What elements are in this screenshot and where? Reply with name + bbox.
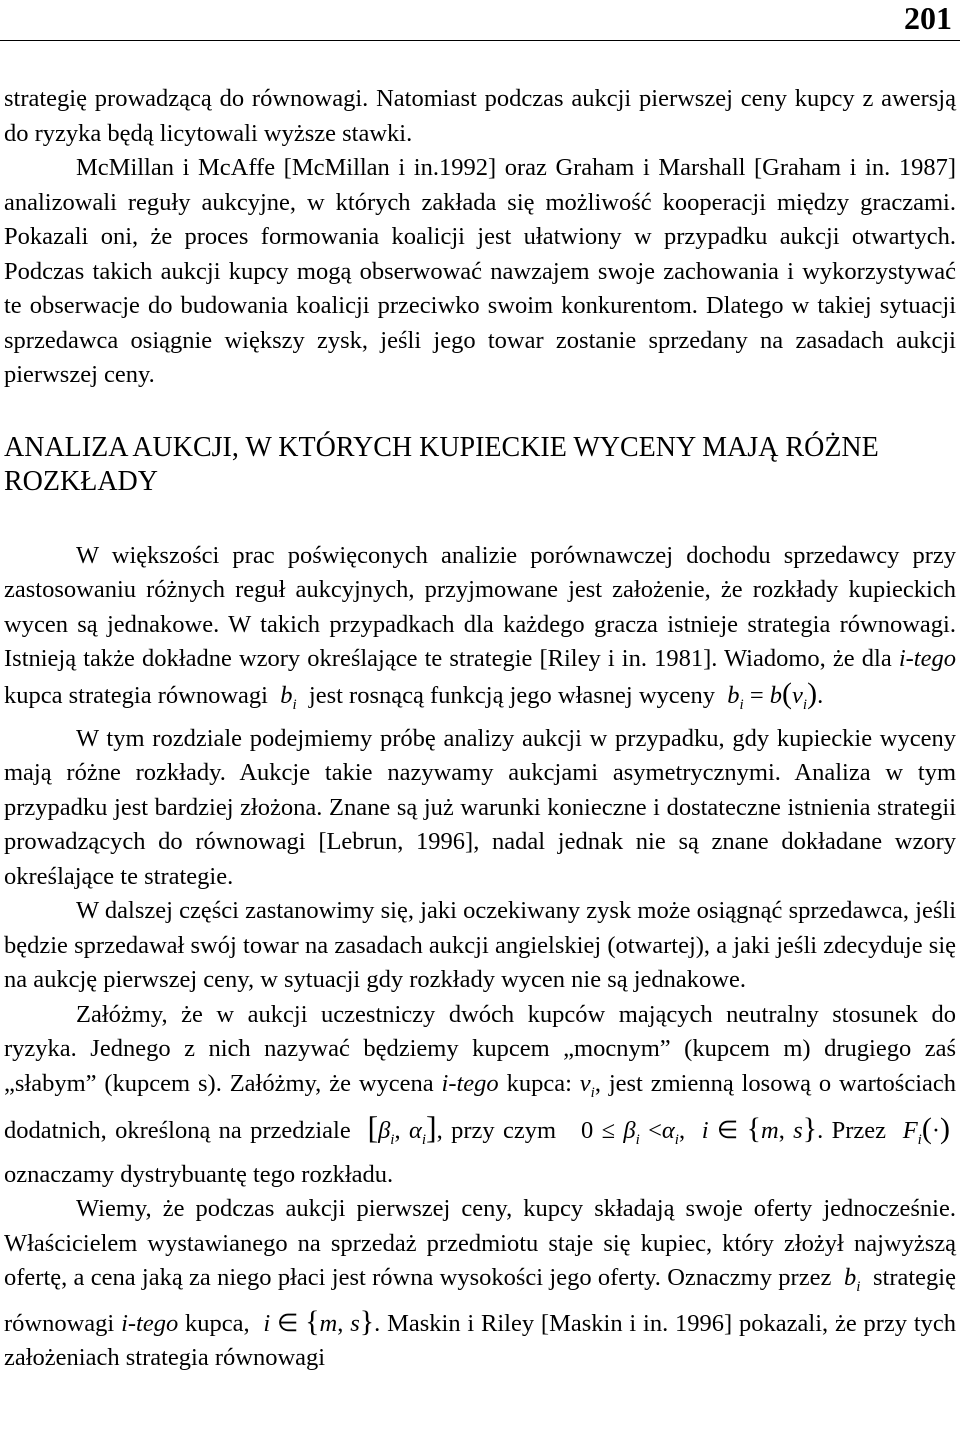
paragraph-6-text: Załóżmy, że w aukcji uczestniczy dwóch kupców mających neutralny stosunek do ryzyka. Jednego z nich nazywać będziemy kupcem „mocnym” (kupcem m) drugiego zaś „słabym” (kupcem s). Załóżmy, że wycena (4, 1000, 956, 1097)
paragraph-2-text-b: Dlatego w takiej sytuacji sprzedawca osiągnie większy zysk, jeśli jego towar zostanie sprzedany na zasadach aukcji pierwszej ceny. (4, 292, 956, 388)
paragraph-6 (4, 998, 956, 1192)
paragraph-4 (4, 722, 956, 895)
page-number: 201 (904, 0, 952, 36)
paragraph-6-text-b: kupca: (506, 1069, 572, 1097)
paragraph-6-text-f: oznaczamy dystrybuantę tego rozkładu. (4, 1160, 394, 1188)
section-heading: ANALIZA AUKCJI, W KTÓRYCH KUPIECKIE WYCENY MAJĄ RÓŻNE ROZKŁADY (4, 431, 879, 497)
i-tego-term: i-tego (441, 1069, 499, 1097)
paragraph-1 (4, 82, 956, 151)
paragraph-3-text-b: kupca strategia równowagi (4, 681, 268, 709)
i-tego-term: i-tego (898, 645, 956, 672)
paragraph-3-text: W większości prac poświęconych analizie porównawczej dochodu sprzedawcy przy zastosowaniu różnych reguł aukcyjnych, przyjmowane jest założenie, że rozkłady kupieckich wycen są jednakowe. W takich przypadkach dla każdego gracza istnieje strategia równowagi. Istnieją także dokładne wzory określające te strategie [Riley i in. 1981]. Wiadomo, że dla (4, 541, 956, 672)
paragraph-2 (4, 151, 956, 393)
paragraph-4-text: W tym rozdziale podejmiemy próbę analizy aukcji w przypadku, gdy kupieckie wyceny mają różne rozkłady. Aukcje takie nazywamy aukcjami asymetrycznymi. Analiza w tym przypadku jest bardziej złożona. Znane są już warunki konieczne i dostateczne istnienia strategii prowadzących do równowagi [Lebrun, 1996], nadal jednak nie są znane dokładane wzory określające te strategie. (4, 724, 956, 890)
paragraph-6-text-c: , jest zmienną losową o wartościach dodatnich, określoną na przedziale (4, 1069, 957, 1145)
formula-b-i-2: $b_i$ (843, 1264, 861, 1296)
formula-b-i: $b_i$ (280, 681, 297, 713)
paragraph-6-text-e: Przez (831, 1117, 887, 1145)
formula-interval: [$\beta_i$, $\alpha_i$], (367, 1109, 443, 1149)
paragraph-1-text: strategię prowadzącą do równowagi. Natomiast podczas aukcji pierwszej ceny kupcy z awersją do ryzyka będą licytowali wyższe stawki. (4, 85, 956, 147)
paragraph-3 (4, 539, 956, 722)
paragraph-5-text: W dalszej części zastanowimy się, jaki oczekiwany zysk może osiągnąć sprzedawca, jeśli będzie sprzedawał swój towar na zasadach aukcji angielskiej (otwartej), a jaki jeśli zdecyduje się na aukcję pierwszej ceny, w sytuacji gdy rozkłady wycen nie są jednakowe. (4, 897, 956, 994)
formula-condition: $0 \le \beta_i <\alpha_i$, i ∈ {m, s}. (564, 1112, 824, 1149)
header-rule (0, 40, 960, 41)
formula-i-in-set: i ∈ {m, s}. (263, 1304, 381, 1338)
paragraph-7-text-c: kupca, (185, 1309, 250, 1337)
paragraph-3-text-c: jest rosnącą funkcją jego własnej wyceny (308, 681, 716, 709)
paragraph-7-text: Wiemy, że podczas aukcji pierwszej ceny, kupcy składają swoje oferty jednocześnie. Właścicielem wystawianego na sprzedaż przedmiotu staje się kupiec, który złożył najwyższą ofertę, a cena jaką za niego płaci jest równa wysokości jego oferty. Oznaczmy przez (4, 1195, 956, 1292)
paragraph-6-text-d: przy czym (451, 1117, 557, 1145)
formula-b-equals-b-v: $b_i = b(v_i)$. (727, 676, 824, 713)
formula-F-i: $F_i(\cdot)$ (902, 1112, 951, 1149)
formula-v-i: $v_i$ (579, 1069, 595, 1101)
page-body (4, 82, 956, 1376)
i-tego-term: i-tego (121, 1309, 179, 1337)
paragraph-7-text-b: strategię równowagi (4, 1264, 956, 1337)
paragraph-2-text: McMillan i McAffe [McMillan i in.1992] oraz Graham i Marshall [Graham i in. 1987] analizowali reguły aukcyjne, w których zakłada się możliwość kooperacji między graczami. Pokazali oni, że proces formowania koalicji jest ułatwiony w przypadku aukcji otwartych. Podczas takich aukcji kupcy mogą obserwować nawzajem swoje zachowania i wykorzystywać te obserwacje do budowania koalicji przeciwko swoim konkurentom. (4, 154, 956, 319)
paragraph-5 (4, 894, 956, 998)
paragraph-7 (4, 1192, 956, 1375)
paragraph-7-text-d: Maskin i Riley [Maskin i in. 1996] pokazali, że przy tych założeniach strategia równowagi (4, 1309, 957, 1372)
